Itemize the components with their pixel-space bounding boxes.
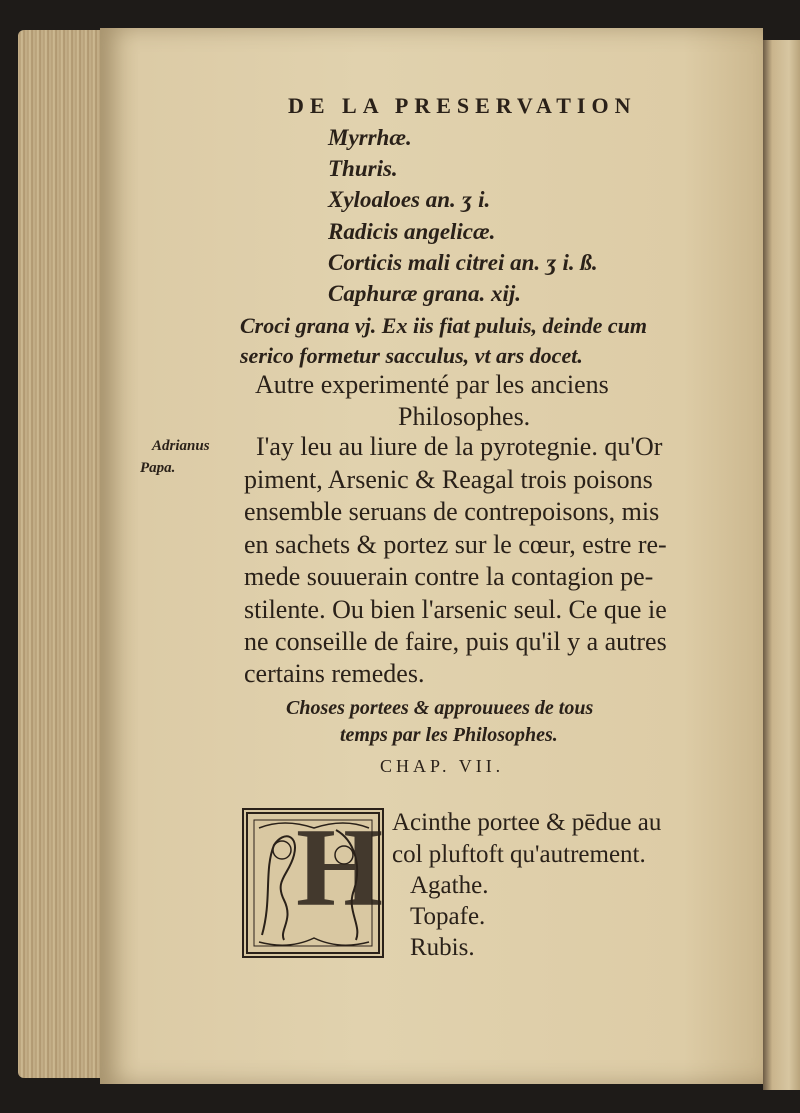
paragraph-line: ensemble seruans de contrepoisons, mis: [244, 497, 660, 526]
running-head: DE LA PRESERVATION: [288, 93, 637, 118]
initial-letter: H: [296, 806, 384, 930]
section-heading-line: Philosophes.: [398, 402, 531, 431]
paragraph-line: en sachets & portez sur le cœur, estre re-: [244, 530, 667, 559]
next-page-edge: [763, 40, 800, 1090]
recipe-line: Xyloaloes an. ʒ i.: [328, 187, 491, 212]
margin-note-line: Adrianus: [152, 438, 210, 454]
recipe-line: Corticis mali citrei an. ʒ i. ß.: [328, 250, 598, 275]
recipe-line: Thuris.: [328, 156, 398, 181]
chapter-text-line: Topafe.: [410, 903, 486, 930]
recipe-line: Radicis angelicæ.: [328, 219, 496, 244]
recipe-line: Croci grana vj. Ex iis fiat puluis, deinde cum: [240, 313, 648, 338]
section-heading-line: Autre experimenté par les anciens: [255, 370, 609, 399]
chapter-title-line: Choses portees & approuuees de tous: [286, 697, 594, 719]
paragraph-line: piment, Arsenic & Reagal trois poisons: [244, 465, 653, 494]
chapter-text-line: Acinthe portee & pēdue au: [392, 809, 662, 836]
paragraph-line: stilente. Ou bien l'arsenic seul. Ce que ie: [244, 595, 667, 624]
paragraph-line: ne conseille de faire, puis qu'il y a autres: [244, 627, 667, 656]
chapter-title-line: temps par les Philosophes.: [340, 724, 558, 746]
chapter-text-line: col pluftoft qu'autrement.: [392, 841, 646, 868]
margin-note-line: Papa.: [140, 460, 176, 476]
recipe-line: Myrrhæ.: [328, 125, 412, 150]
chapter-text-line: Rubis.: [410, 934, 475, 961]
chapter-text-line: Agathe.: [410, 872, 489, 899]
recipe-line: serico formetur sacculus, vt ars docet.: [240, 343, 583, 368]
paragraph-line: I'ay leu au liure de la pyrotegnie. qu'Or: [256, 432, 663, 461]
recipe-line: Caphuræ grana. xij.: [328, 281, 522, 306]
chapter-number: CHAP. VII.: [380, 756, 505, 776]
paragraph-line: certains remedes.: [244, 659, 425, 688]
paragraph-line: mede souuerain contre la contagion pe-: [244, 562, 654, 591]
